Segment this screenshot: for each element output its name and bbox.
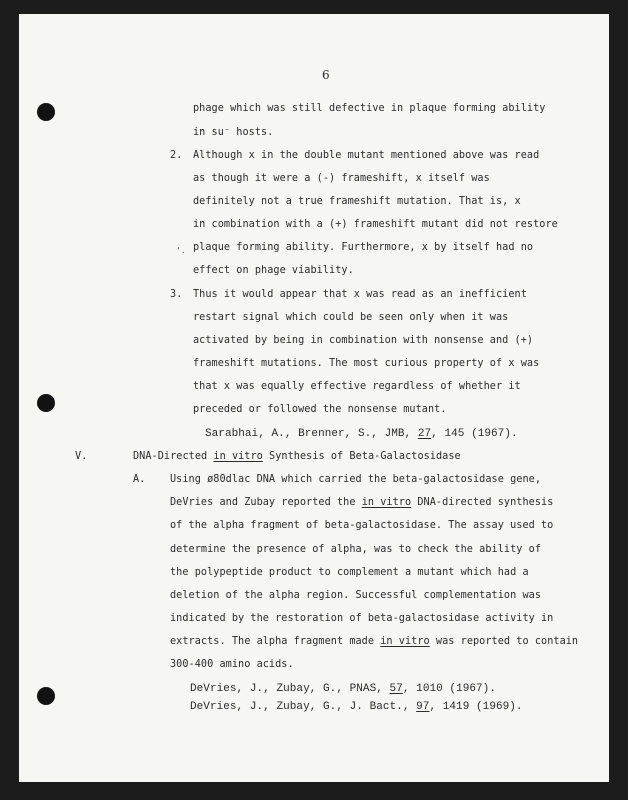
list-number: 2. [170,150,183,161]
text-line: 300-400 amino acids. [170,659,294,670]
text-line: plaque forming ability. Furthermore, x by itself had no [193,242,534,253]
list-number: 3. [170,289,183,300]
text-line: Thus it would appear that x was read as an inefficient [193,289,527,300]
list-letter: A. [133,474,146,485]
page-number: 6 [322,68,330,82]
text-line: deletion of the alpha region. Successful complementation was [170,590,542,601]
text-line: phage which was still defective in plaque forming ability [193,103,546,114]
punch-hole [37,103,55,121]
text-line: Using ø80dlac DNA which carried the beta-galactosidase gene, [170,474,542,485]
text-line: in su⁻ hosts. [193,127,274,138]
text-line: extracts. The alpha fragment made in vitro was reported to contain [170,636,579,647]
text-line: the polypeptide product to complement a mutant which had a [170,567,529,578]
text-line: definitely not a true frameshift mutation. That is, x [193,196,521,207]
text-line: DeVries and Zubay reported the in vitro DNA-directed synthesis [170,497,554,508]
punch-hole [37,687,55,705]
document-page [19,14,609,782]
reference: DeVries, J., Zubay, G., PNAS, 57, 1010 (1967). [190,683,496,695]
text-line: Although x in the double mutant mentioned above was read [193,150,540,161]
text-line: determine the presence of alpha, was to check the ability of [170,544,542,555]
text-line: restart signal which could be seen only when it was [193,312,509,323]
text-line: effect on phage viability. [193,265,354,276]
section-title: DNA-Directed in vitro Synthesis of Beta-Galactosidase [133,451,461,462]
section-number: V. [75,451,88,462]
text-line: frameshift mutations. The most curious property of x was [193,358,540,369]
text-line: preceded or followed the nonsense mutant. [193,404,447,415]
text-line: indicated by the restoration of beta-galactosidase activity in [170,613,554,624]
punch-hole [37,394,55,412]
text-line: activated by being in combination with nonsense and (+) [193,335,534,346]
text-line: that x was equally effective regardless of whether it [193,381,521,392]
text-line: of the alpha fragment of beta-galactosidase. The assay used to [170,520,554,531]
text-line: as though it were a (-) frameshift, x itself was [193,173,490,184]
reference: Sarabhai, A., Brenner, S., JMB, 27, 145 (1967). [205,428,518,440]
stray-mark: ‘. [176,246,186,255]
text-line: in combination with a (+) frameshift mutant did not restore [193,219,558,230]
reference: DeVries, J., Zubay, G., J. Bact., 97, 1419 (1969). [190,701,523,713]
